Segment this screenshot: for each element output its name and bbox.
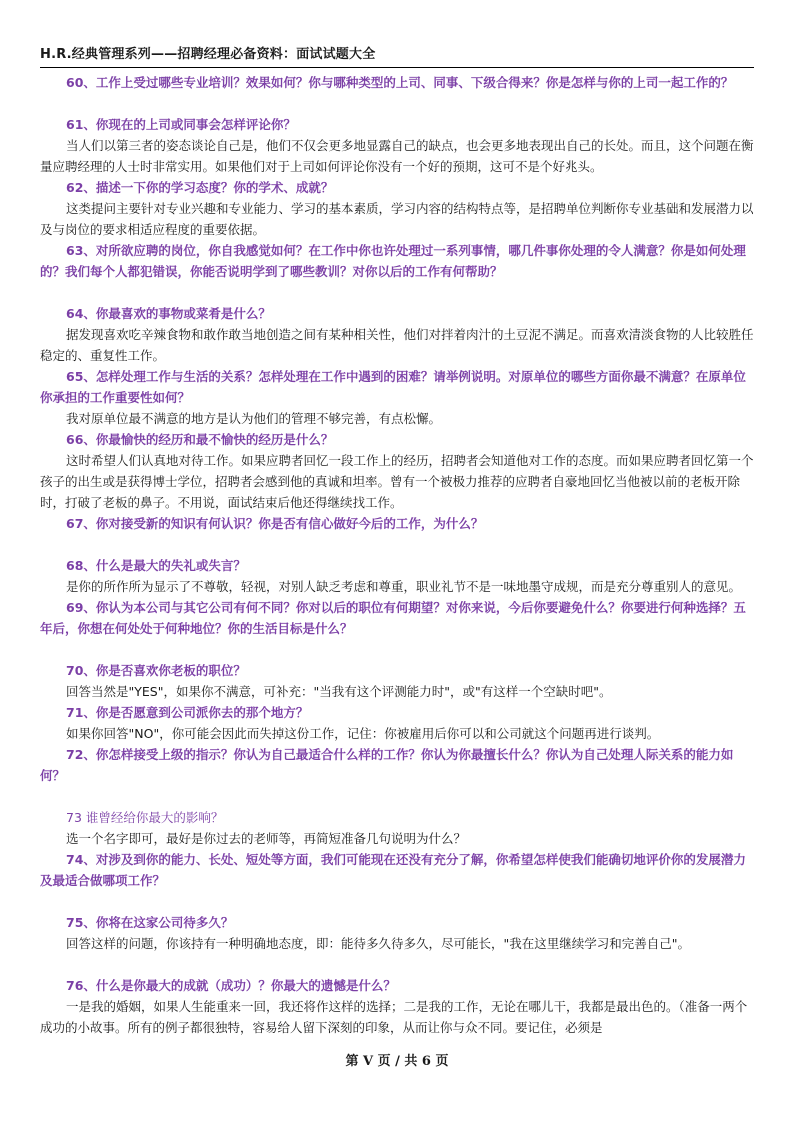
answer-paragraph: 如果你回答"NO"，你可能会因此而失掉这份工作，记住：你被雇用后你可以和公司就这个问题再进行谈判。 [66, 726, 660, 741]
answer-paragraph: 一是我的婚姻，如果人生能重来一回，我还将作这样的选择；二是我的工作，无论在哪儿干，我都是最出色的。（准备一两个成功的小故事。所有的例子都很独特，容易给人留下深刻的印象，从而让你与众不同。要记住，必须是 [40, 999, 748, 1035]
answer-paragraph: 回答这样的问题，你该持有一种明确地态度，即：能待多久待多久，尽可能长，"我在这里继续学习和完善自己"。 [66, 936, 691, 951]
question-heading: 62、描述一下你的学习态度？你的学术、成就？ [66, 180, 334, 195]
question-heading: 65、怎样处理工作与生活的关系？怎样处理在工作中遇到的困难？请举例说明。对原单位的哪些方面你最不满意？在原单位你承担的工作重要性如何？ [40, 369, 746, 405]
document-body [40, 72, 756, 1038]
question-heading: 74、对涉及到你的能力、长处、短处等方面，我们可能现在还没有充分了解，你希望怎样使我们能确切地评价你的发展潜力及最适合做哪项工作？ [40, 852, 746, 888]
question-heading: 67、你对接受新的知识有何认识？你是否有信心做好今后的工作，为什么？ [66, 516, 484, 531]
question-heading: 72、你怎样接受上级的指示？你认为自己最适合什么样的工作？你认为你最擅长什么？你认为自己处理人际关系的能力如何？ [40, 747, 734, 783]
question-heading: 76、什么是你最大的成就（成功）？你最大的遗憾是什么？ [66, 978, 396, 993]
question-heading: 61、你现在的上司或同事会怎样评论你？ [66, 117, 296, 132]
question-heading: 71、你是否愿意到公司派你去的那个地方？ [66, 705, 309, 720]
answer-paragraph: 当人们以第三者的姿态谈论自己是，他们不仅会更多地显露自己的缺点，也会更多地表现出自己的长处。而且，这个问题在衡量应聘经理的人士时非常实用。如果他们对于上司如何评论你没有一个好的预期，这可不是个好兆头。 [40, 138, 754, 174]
question-heading: 64、你最喜欢的事物或菜肴是什么？ [66, 306, 271, 321]
paragraph-gap [40, 282, 756, 303]
paragraph-gap [40, 534, 756, 555]
document-header: H.R.经典管理系列——招聘经理必备资料：面试试题大全 [40, 46, 754, 68]
answer-paragraph: 回答当然是"YES"，如果你不满意，可补充："当我有这个评测能力时"，或"有这样一个空缺时吧"。 [66, 684, 612, 699]
answer-paragraph: 我对原单位最不满意的地方是认为他们的管理不够完善，有点松懈。 [66, 411, 442, 426]
paragraph-gap [40, 954, 756, 975]
answer-paragraph: 是你的所作所为显示了不尊敬，轻视，对别人缺乏考虑和尊重，职业礼节不是一味地墨守成规，而是充分尊重别人的意见。 [66, 579, 742, 594]
answer-paragraph: 这时希望人们认真地对待工作。如果应聘者回忆一段工作上的经历，招聘者会知道他对工作的态度。而如果应聘者回忆第一个孩子的出生或是获得博士学位，招聘者会感到他的真诚和坦率。曾有一个被极力推荐的应聘者自豪地回忆当他被以前的老板开除时，打破了老板的鼻子。不用说，面试结束后他还得继续找工作。 [40, 453, 754, 510]
paragraph-gap [40, 93, 756, 114]
answer-paragraph: 这类提问主要针对专业兴趣和专业能力、学习的基本素质，学习内容的结构特点等，是招聘单位判断你专业基础和发展潜力以及与岗位的要求相适应程度的重要依据。 [40, 201, 754, 237]
question-heading: 60、工作上受过哪些专业培训？效果如何？你与哪种类型的上司、同事、下级合得来？你是怎样与你的上司一起工作的？ [66, 75, 734, 90]
question-heading: 73 谁曾经给你最大的影响？ [66, 810, 224, 825]
question-heading: 75、你将在这家公司待多久？ [66, 915, 234, 930]
question-heading: 69、你认为本公司与其它公司有何不同？你对以后的职位有何期望？对你来说，今后你要避免什么？你要进行何种选择？五年后，你想在何处处于何种地位？你的生活目标是什么？ [40, 600, 746, 636]
paragraph-gap [40, 639, 756, 660]
question-heading: 68、什么是最大的失礼或失言？ [66, 558, 246, 573]
answer-paragraph: 选一个名字即可，最好是你过去的老师等，再简短准备几句说明为什么？ [66, 831, 467, 846]
page-footer: 第 V 页 / 共 6 页 [345, 1054, 449, 1069]
question-heading: 70、你是否喜欢你老板的职位？ [66, 663, 246, 678]
answer-paragraph: 据发现喜欢吃辛辣食物和敢作敢当地创造之间有某种相关性，他们对拌着肉汁的土豆泥不满足。而喜欢清淡食物的人比较胜任稳定的、重复性工作。 [40, 327, 754, 363]
paragraph-gap [40, 786, 756, 807]
question-heading: 66、你最愉快的经历和最不愉快的经历是什么？ [66, 432, 334, 447]
question-heading: 63、对所欲应聘的岗位，你自我感觉如何？在工作中你也许处理过一系列事情，哪几件事你处理的令人满意？你是如何处理的？我们每个人都犯错误，你能否说明学到了哪些教训？对你以后的工作有何帮助？ [40, 243, 746, 279]
paragraph-gap [40, 891, 756, 912]
